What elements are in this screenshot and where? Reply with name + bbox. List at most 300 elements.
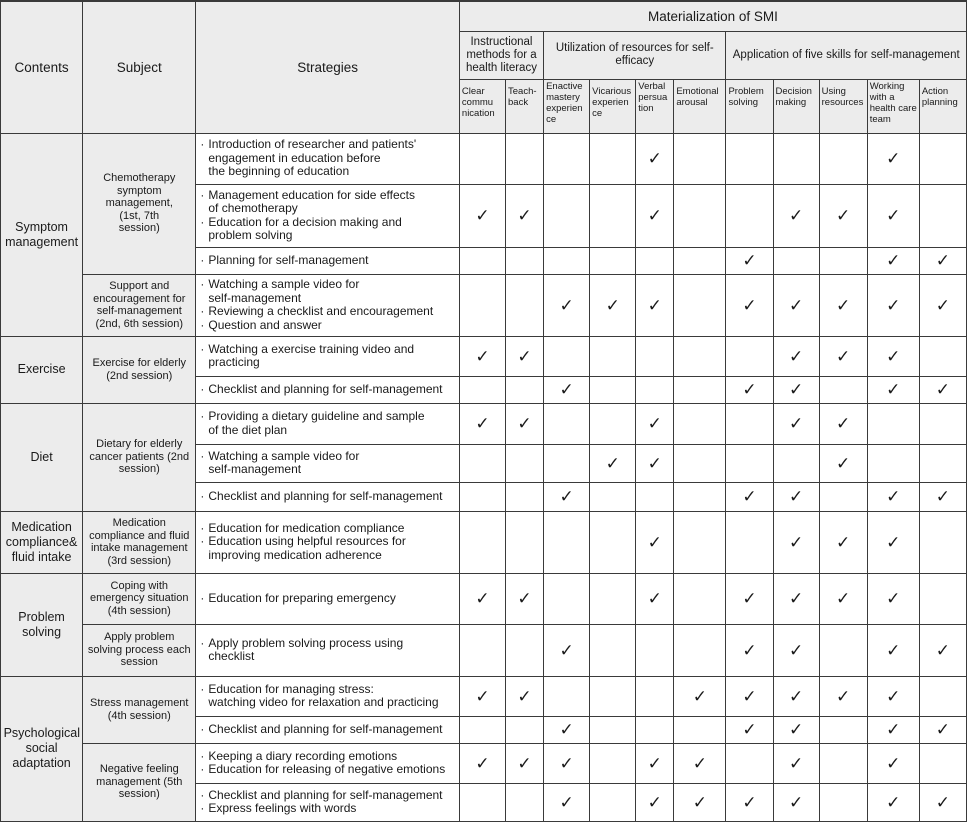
col-teach-back: Teach- back xyxy=(506,79,544,133)
check-cell-problem-solving xyxy=(726,403,773,444)
check-cell-teach-back xyxy=(506,274,544,336)
strategy-item xyxy=(200,763,455,777)
check-cell-emotional-arousal xyxy=(674,274,726,336)
checkmark-icon: ✓ xyxy=(935,380,951,399)
table-row xyxy=(1,511,967,573)
strategies-cell xyxy=(196,482,460,511)
checkmark-icon: ✓ xyxy=(475,346,490,366)
check-cell-using-resources xyxy=(819,783,867,821)
check-cell-emotional-arousal xyxy=(674,403,726,444)
check-cell-using-resources xyxy=(819,247,867,274)
check-cell-action-planning xyxy=(919,573,966,624)
checkmark-icon: ✓ xyxy=(886,346,901,366)
checkmark-icon: ✓ xyxy=(742,251,757,270)
check-cell-problem-solving xyxy=(726,247,773,274)
strategies-cell xyxy=(196,444,460,482)
check-cell-enactive-mastery xyxy=(544,482,590,511)
subject-cell: Apply problem solving process each session xyxy=(83,624,196,676)
check-cell-working-with-team xyxy=(867,247,919,274)
check-cell-decision-making xyxy=(773,336,819,376)
check-cell-using-resources xyxy=(819,482,867,511)
checkmark-icon: ✓ xyxy=(788,532,804,552)
check-cell-clear-communication xyxy=(459,274,505,336)
col-clear-communication: Clear commu nication xyxy=(459,79,505,133)
bullet-dot-icon: · xyxy=(200,801,205,815)
checkmark-icon: ✓ xyxy=(886,720,901,739)
checkmark-icon: ✓ xyxy=(886,295,901,315)
check-cell-working-with-team xyxy=(867,743,919,783)
bullet-dot-icon: · xyxy=(200,317,205,332)
checkmark-icon: ✓ xyxy=(836,414,851,433)
check-cell-verbal-persuasion xyxy=(636,482,674,511)
strategy-text: Providing a dietary guideline and sample of the diet plan xyxy=(208,409,425,437)
check-cell-vicarious-experience xyxy=(590,274,636,336)
check-cell-emotional-arousal xyxy=(674,482,726,511)
strategy-item xyxy=(200,723,455,737)
check-cell-teach-back xyxy=(506,624,544,676)
strategy-item xyxy=(200,319,455,333)
content-cell: Symptom management xyxy=(1,133,83,336)
checkmark-icon: ✓ xyxy=(886,589,901,608)
checkmark-icon: ✓ xyxy=(742,720,757,739)
checkmark-icon: ✓ xyxy=(935,295,951,315)
check-cell-enactive-mastery xyxy=(544,133,590,184)
check-cell-action-planning xyxy=(919,376,966,403)
check-cell-problem-solving xyxy=(726,376,773,403)
checkmark-icon: ✓ xyxy=(886,686,901,706)
checkmark-icon: ✓ xyxy=(788,792,804,812)
checkmark-icon: ✓ xyxy=(559,487,574,506)
checkmark-icon: ✓ xyxy=(886,206,901,225)
check-cell-using-resources xyxy=(819,403,867,444)
strategy-item xyxy=(200,278,455,305)
check-cell-problem-solving xyxy=(726,624,773,676)
check-cell-using-resources xyxy=(819,716,867,743)
strategy-text: Education for a decision making and problem solving xyxy=(208,214,402,242)
checkmark-icon: ✓ xyxy=(742,487,757,506)
check-cell-verbal-persuasion xyxy=(636,444,674,482)
checkmark-icon: ✓ xyxy=(692,792,708,812)
group-instructional-methods: Instructional methods for a health literacy xyxy=(459,31,543,79)
check-cell-clear-communication xyxy=(459,716,505,743)
check-cell-working-with-team xyxy=(867,511,919,573)
check-cell-action-planning xyxy=(919,444,966,482)
strategy-text: Introduction of researcher and patients' engagement in education before the beginning of education xyxy=(208,137,417,179)
checkmark-icon: ✓ xyxy=(742,792,757,812)
bullet-dot-icon: · xyxy=(200,187,205,202)
checkmark-icon: ✓ xyxy=(517,686,532,706)
check-cell-action-planning xyxy=(919,133,966,184)
checkmark-icon: ✓ xyxy=(647,753,662,773)
checkmark-icon: ✓ xyxy=(935,640,951,660)
checkmark-icon: ✓ xyxy=(475,589,490,608)
table-row xyxy=(1,336,967,376)
checkmark-icon: ✓ xyxy=(647,295,662,315)
checkmark-icon: ✓ xyxy=(742,640,757,660)
check-cell-using-resources xyxy=(819,184,867,247)
check-cell-vicarious-experience xyxy=(590,336,636,376)
check-cell-verbal-persuasion xyxy=(636,624,674,676)
check-cell-teach-back xyxy=(506,573,544,624)
checkmark-icon: ✓ xyxy=(692,753,708,773)
strategy-text: Watching a sample video for self-management xyxy=(208,277,360,305)
check-cell-clear-communication xyxy=(459,482,505,511)
checkmark-icon: ✓ xyxy=(886,640,901,660)
strategy-text: Checklist and planning for self-management xyxy=(208,488,443,503)
check-cell-verbal-persuasion xyxy=(636,573,674,624)
bullet-dot-icon: · xyxy=(200,748,205,763)
check-cell-verbal-persuasion xyxy=(636,716,674,743)
checkmark-icon: ✓ xyxy=(886,532,901,552)
strategy-item xyxy=(200,383,455,397)
strategies-cell xyxy=(196,743,460,783)
strategy-text: Education for medication compliance xyxy=(208,520,405,535)
check-cell-working-with-team xyxy=(867,184,919,247)
checkmark-icon: ✓ xyxy=(788,589,804,608)
strategies-cell xyxy=(196,274,460,336)
check-cell-decision-making xyxy=(773,511,819,573)
strategies-cell xyxy=(196,676,460,716)
check-cell-emotional-arousal xyxy=(674,624,726,676)
check-cell-emotional-arousal xyxy=(674,573,726,624)
strategy-item xyxy=(200,450,455,477)
bullet-dot-icon: · xyxy=(200,488,205,503)
check-cell-emotional-arousal xyxy=(674,184,726,247)
check-cell-enactive-mastery xyxy=(544,403,590,444)
bullet-dot-icon: · xyxy=(200,137,205,152)
strategy-text: Apply problem solving process using checklist xyxy=(208,635,404,663)
checkmark-icon: ✓ xyxy=(475,753,490,773)
strategy-item xyxy=(200,683,455,710)
strategy-text: Reviewing a checklist and encouragement xyxy=(208,304,434,318)
strategy-text: Education for releasing of negative emotions xyxy=(208,762,446,776)
check-cell-decision-making xyxy=(773,624,819,676)
checkmark-icon: ✓ xyxy=(559,380,574,399)
strategy-item xyxy=(200,789,455,803)
checkmark-icon: ✓ xyxy=(788,346,804,366)
check-cell-verbal-persuasion xyxy=(636,247,674,274)
check-cell-using-resources xyxy=(819,444,867,482)
check-cell-clear-communication xyxy=(459,247,505,274)
checkmark-icon: ✓ xyxy=(647,589,662,608)
strategy-item xyxy=(200,490,455,504)
strategies-cell xyxy=(196,133,460,184)
strategy-item xyxy=(200,522,455,536)
subject-cell: Exercise for elderly (2nd session) xyxy=(83,336,196,403)
checkmark-icon: ✓ xyxy=(742,380,757,399)
check-cell-working-with-team xyxy=(867,676,919,716)
checkmark-icon: ✓ xyxy=(692,686,708,706)
check-cell-emotional-arousal xyxy=(674,743,726,783)
checkmark-icon: ✓ xyxy=(647,792,662,812)
bullet-dot-icon: · xyxy=(200,252,205,267)
check-cell-problem-solving xyxy=(726,133,773,184)
check-cell-enactive-mastery xyxy=(544,184,590,247)
col-vicarious-experience: Vicarious experien ce xyxy=(590,79,636,133)
check-cell-vicarious-experience xyxy=(590,482,636,511)
checkmark-icon: ✓ xyxy=(647,149,662,168)
check-cell-clear-communication xyxy=(459,624,505,676)
checkmark-icon: ✓ xyxy=(935,792,951,812)
strategies-cell xyxy=(196,403,460,444)
check-cell-vicarious-experience xyxy=(590,184,636,247)
header-materialization: Materialization of SMI xyxy=(459,1,966,31)
header-strategies: Strategies xyxy=(196,1,460,133)
check-cell-clear-communication xyxy=(459,184,505,247)
checkmark-icon: ✓ xyxy=(647,206,662,225)
col-enactive-mastery: Enactive mastery experien ce xyxy=(544,79,590,133)
check-cell-decision-making xyxy=(773,573,819,624)
checkmark-icon: ✓ xyxy=(788,686,804,706)
checkmark-icon: ✓ xyxy=(605,453,620,473)
check-cell-teach-back xyxy=(506,511,544,573)
check-cell-verbal-persuasion xyxy=(636,376,674,403)
table-row xyxy=(1,274,967,336)
check-cell-teach-back xyxy=(506,247,544,274)
strategy-text: Keeping a diary recording emotions xyxy=(208,748,398,763)
check-cell-enactive-mastery xyxy=(544,274,590,336)
strategy-text: Education for managing stress: watching video for relaxation and practicing xyxy=(208,681,439,709)
bullet-dot-icon: · xyxy=(200,214,205,229)
check-cell-vicarious-experience xyxy=(590,511,636,573)
strategies-cell xyxy=(196,624,460,676)
check-cell-enactive-mastery xyxy=(544,247,590,274)
table-row xyxy=(1,573,967,624)
table-row xyxy=(1,743,967,783)
strategy-text: Planning for self-management xyxy=(208,252,369,267)
bullet-dot-icon: · xyxy=(200,635,205,650)
bullet-dot-icon: · xyxy=(200,381,205,396)
check-cell-decision-making xyxy=(773,133,819,184)
strategy-item xyxy=(200,535,455,562)
checkmark-icon: ✓ xyxy=(517,346,532,366)
check-cell-clear-communication xyxy=(459,783,505,821)
table-row xyxy=(1,403,967,444)
check-cell-working-with-team xyxy=(867,624,919,676)
strategies-cell xyxy=(196,184,460,247)
checkmark-icon: ✓ xyxy=(475,414,490,433)
checkmark-icon: ✓ xyxy=(517,753,532,773)
table-row xyxy=(1,624,967,676)
strategy-item xyxy=(200,138,455,179)
checkmark-icon: ✓ xyxy=(788,487,804,506)
table-row xyxy=(1,133,967,184)
bullet-dot-icon: · xyxy=(200,448,205,463)
check-cell-action-planning xyxy=(919,403,966,444)
check-cell-clear-communication xyxy=(459,511,505,573)
check-cell-teach-back xyxy=(506,676,544,716)
check-cell-problem-solving xyxy=(726,676,773,716)
strategy-item xyxy=(200,592,455,606)
check-cell-action-planning xyxy=(919,247,966,274)
strategy-text: Question and answer xyxy=(208,317,322,332)
subject-cell: Chemotherapy symptom management, (1st, 7th session) xyxy=(83,133,196,274)
check-cell-enactive-mastery xyxy=(544,444,590,482)
check-cell-vicarious-experience xyxy=(590,376,636,403)
strategies-cell xyxy=(196,511,460,573)
strategy-text: Watching a exercise training video and practicing xyxy=(208,341,415,369)
strategy-text: Express feelings with words xyxy=(208,801,357,815)
checkmark-icon: ✓ xyxy=(886,792,901,812)
check-cell-clear-communication xyxy=(459,376,505,403)
checkmark-icon: ✓ xyxy=(788,640,804,660)
check-cell-clear-communication xyxy=(459,743,505,783)
checkmark-icon: ✓ xyxy=(605,295,620,315)
checkmark-icon: ✓ xyxy=(517,414,532,433)
check-cell-decision-making xyxy=(773,482,819,511)
check-cell-vicarious-experience xyxy=(590,444,636,482)
check-cell-action-planning xyxy=(919,783,966,821)
check-cell-problem-solving xyxy=(726,573,773,624)
check-cell-verbal-persuasion xyxy=(636,336,674,376)
check-cell-vicarious-experience xyxy=(590,743,636,783)
checkmark-icon: ✓ xyxy=(836,686,851,706)
strategy-text: Education using helpful resources for improving medication adherence xyxy=(208,534,406,562)
check-cell-verbal-persuasion xyxy=(636,403,674,444)
check-cell-action-planning xyxy=(919,336,966,376)
check-cell-verbal-persuasion xyxy=(636,511,674,573)
checkmark-icon: ✓ xyxy=(788,206,804,225)
check-cell-problem-solving xyxy=(726,482,773,511)
strategies-cell xyxy=(196,336,460,376)
check-cell-decision-making xyxy=(773,783,819,821)
check-cell-clear-communication xyxy=(459,573,505,624)
check-cell-enactive-mastery xyxy=(544,511,590,573)
check-cell-emotional-arousal xyxy=(674,376,726,403)
checkmark-icon: ✓ xyxy=(886,251,901,270)
checkmark-icon: ✓ xyxy=(475,206,490,225)
strategy-text: Checklist and planning for self-management xyxy=(208,721,443,736)
checkmark-icon: ✓ xyxy=(788,414,804,433)
checkmark-icon: ✓ xyxy=(886,487,901,506)
check-cell-emotional-arousal xyxy=(674,133,726,184)
check-cell-enactive-mastery xyxy=(544,743,590,783)
check-cell-emotional-arousal xyxy=(674,511,726,573)
bullet-dot-icon: · xyxy=(200,590,205,605)
bullet-dot-icon: · xyxy=(200,341,205,356)
strategy-item xyxy=(200,410,455,437)
checkmark-icon: ✓ xyxy=(886,753,901,773)
check-cell-vicarious-experience xyxy=(590,133,636,184)
strategy-text: Management education for side effects of chemotherapy xyxy=(208,187,415,215)
check-cell-enactive-mastery xyxy=(544,376,590,403)
check-cell-problem-solving xyxy=(726,336,773,376)
checkmark-icon: ✓ xyxy=(788,380,804,399)
check-cell-vicarious-experience xyxy=(590,403,636,444)
check-cell-action-planning xyxy=(919,716,966,743)
col-working-with-team: Working with a health care team xyxy=(867,79,919,133)
check-cell-teach-back xyxy=(506,716,544,743)
checkmark-icon: ✓ xyxy=(836,346,851,366)
check-cell-decision-making xyxy=(773,743,819,783)
check-cell-emotional-arousal xyxy=(674,444,726,482)
strategies-cell xyxy=(196,247,460,274)
check-cell-decision-making xyxy=(773,676,819,716)
bullet-dot-icon: · xyxy=(200,534,205,549)
checkmark-icon: ✓ xyxy=(788,720,804,739)
check-cell-decision-making xyxy=(773,444,819,482)
checkmark-icon: ✓ xyxy=(647,532,662,552)
check-cell-working-with-team xyxy=(867,482,919,511)
checkmark-icon: ✓ xyxy=(836,532,851,552)
check-cell-working-with-team xyxy=(867,716,919,743)
check-cell-enactive-mastery xyxy=(544,676,590,716)
checkmark-icon: ✓ xyxy=(935,251,951,270)
subject-cell: Support and encouragement for self-management (2nd, 6th session) xyxy=(83,274,196,336)
checkmark-icon: ✓ xyxy=(836,589,851,608)
check-cell-action-planning xyxy=(919,482,966,511)
check-cell-decision-making xyxy=(773,376,819,403)
check-cell-using-resources xyxy=(819,743,867,783)
check-cell-teach-back xyxy=(506,376,544,403)
content-cell: Psychological social adaptation xyxy=(1,676,83,821)
check-cell-clear-communication xyxy=(459,403,505,444)
check-cell-decision-making xyxy=(773,247,819,274)
strategies-cell xyxy=(196,573,460,624)
check-cell-enactive-mastery xyxy=(544,336,590,376)
check-cell-verbal-persuasion xyxy=(636,274,674,336)
col-emotional-arousal: Emotional arousal xyxy=(674,79,726,133)
check-cell-using-resources xyxy=(819,133,867,184)
bullet-dot-icon: · xyxy=(200,681,205,696)
check-cell-clear-communication xyxy=(459,676,505,716)
strategy-item xyxy=(200,750,455,764)
bullet-dot-icon: · xyxy=(200,721,205,736)
check-cell-problem-solving xyxy=(726,184,773,247)
checkmark-icon: ✓ xyxy=(788,753,804,773)
check-cell-enactive-mastery xyxy=(544,573,590,624)
content-cell: Problem solving xyxy=(1,573,83,676)
strategy-item xyxy=(200,802,455,816)
check-cell-working-with-team xyxy=(867,336,919,376)
subject-cell: Medication compliance and fluid intake management (3rd session) xyxy=(83,511,196,573)
check-cell-working-with-team xyxy=(867,376,919,403)
subject-cell: Negative feeling management (5th session) xyxy=(83,743,196,821)
check-cell-vicarious-experience xyxy=(590,676,636,716)
check-cell-action-planning xyxy=(919,676,966,716)
check-cell-teach-back xyxy=(506,743,544,783)
header-contents: Contents xyxy=(1,1,83,133)
table-row xyxy=(1,676,967,716)
subject-cell: Stress management (4th session) xyxy=(83,676,196,743)
strategy-item xyxy=(200,305,455,319)
check-cell-teach-back xyxy=(506,783,544,821)
checkmark-icon: ✓ xyxy=(742,686,757,706)
check-cell-action-planning xyxy=(919,511,966,573)
strategy-text: Checklist and planning for self-management xyxy=(208,381,443,396)
check-cell-emotional-arousal xyxy=(674,336,726,376)
check-cell-using-resources xyxy=(819,676,867,716)
check-cell-using-resources xyxy=(819,511,867,573)
check-cell-action-planning xyxy=(919,274,966,336)
check-cell-using-resources xyxy=(819,573,867,624)
bullet-dot-icon: · xyxy=(200,520,205,535)
strategy-text: Watching a sample video for self-management xyxy=(208,448,360,476)
group-resources-self-efficacy: Utilization of resources for self-efficacy xyxy=(544,31,726,79)
check-cell-working-with-team xyxy=(867,783,919,821)
strategies-cell xyxy=(196,376,460,403)
checkmark-icon: ✓ xyxy=(559,792,574,812)
check-cell-problem-solving xyxy=(726,783,773,821)
checkmark-icon: ✓ xyxy=(836,453,851,473)
content-cell: Medication compliance& fluid intake xyxy=(1,511,83,573)
check-cell-vicarious-experience xyxy=(590,247,636,274)
check-cell-clear-communication xyxy=(459,336,505,376)
strategy-item xyxy=(200,189,455,216)
col-verbal-persuasion: Verbal persua tion xyxy=(636,79,674,133)
check-cell-teach-back xyxy=(506,482,544,511)
strategy-item xyxy=(200,216,455,243)
